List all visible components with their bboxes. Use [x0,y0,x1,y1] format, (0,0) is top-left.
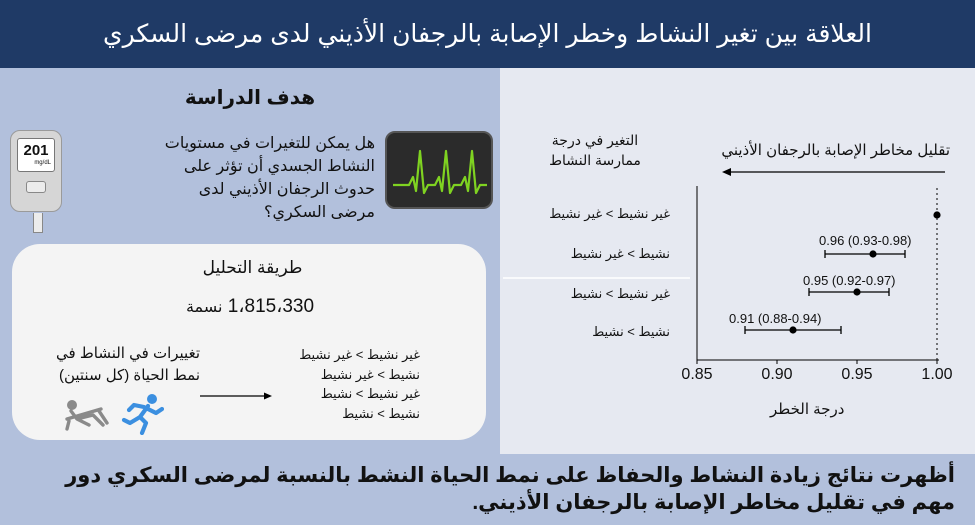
category-item: غير نشيط > غير نشيط [299,347,420,362]
sedentary-person-icon [63,397,113,431]
hazard-ratio-point [869,250,876,257]
x-axis-label: درجة الخطر [770,401,845,418]
row-label: نشيط > نشيط [592,324,670,339]
row-label: نشيط > غير نشيط [570,246,670,261]
ci-label: 0.91 (0.88-0.94) [729,311,822,326]
ci-label: 0.95 (0.92-0.97) [803,273,896,288]
x-tick-label: 0.95 [841,366,873,383]
objective-text: هل يمكن للتغيرات في مستويات النشاط الجسدي أن تؤثر على حدوث الرجفان الأذيني لدى مرضى السكري؟ [164,135,375,221]
objective-title: هدف الدراسة [184,87,316,109]
analysis-title: طريقة التحليل [202,258,303,277]
row-label: غير نشيط > نشيط [570,286,670,301]
category-item: نشيط > نشيط [342,405,420,421]
x-tick-label: 0.85 [681,366,713,383]
risk-reduction-header: تقليل مخاطر الإصابة بالرجفان الأذيني [721,142,950,159]
sample-size-value: 1،815،330 [227,296,315,317]
conclusion-footer [0,454,975,525]
row-label: غير نشيط > غير نشيط [549,206,670,221]
meter-reading: 201 [23,142,49,159]
category-item: غير نشيط > نشيط [320,386,420,401]
hazard-ratio-point [933,211,940,218]
lifestyle-change-text: تغييرات في النشاط في نمط الحياة (كل سنتين) [56,345,200,384]
flow-arrow [0,0,500,454]
ci-label: 0.96 (0.93-0.98) [819,233,912,248]
conclusion-text: أظهرت نتائج زيادة النشاط والحفاظ على نمط الحياة النشط بالنسبة لمرضى السكري دور مهم في تقليل مخاطر الإصابة بالرجفان الأذيني. [65,464,955,514]
category-item: نشيط > غير نشيط [320,366,420,382]
hazard-ratio-point [789,326,796,333]
hazard-ratio-point [853,288,860,295]
x-tick-label: 1.00 [921,366,953,383]
x-tick-label: 0.90 [761,366,793,383]
active-runner-icon [120,393,164,435]
meter-unit: mg/dL [34,160,51,166]
sample-size-unit: نسمة [185,299,223,316]
risk-arrow-head [722,168,731,176]
page-title: العلاقة بين تغير النشاط وخطر الإصابة بالرجفان الأذيني لدى مرضى السكري [103,20,872,48]
column-header: التغير في درجة ممارسة النشاط [549,132,641,168]
forest-plot [500,68,975,454]
